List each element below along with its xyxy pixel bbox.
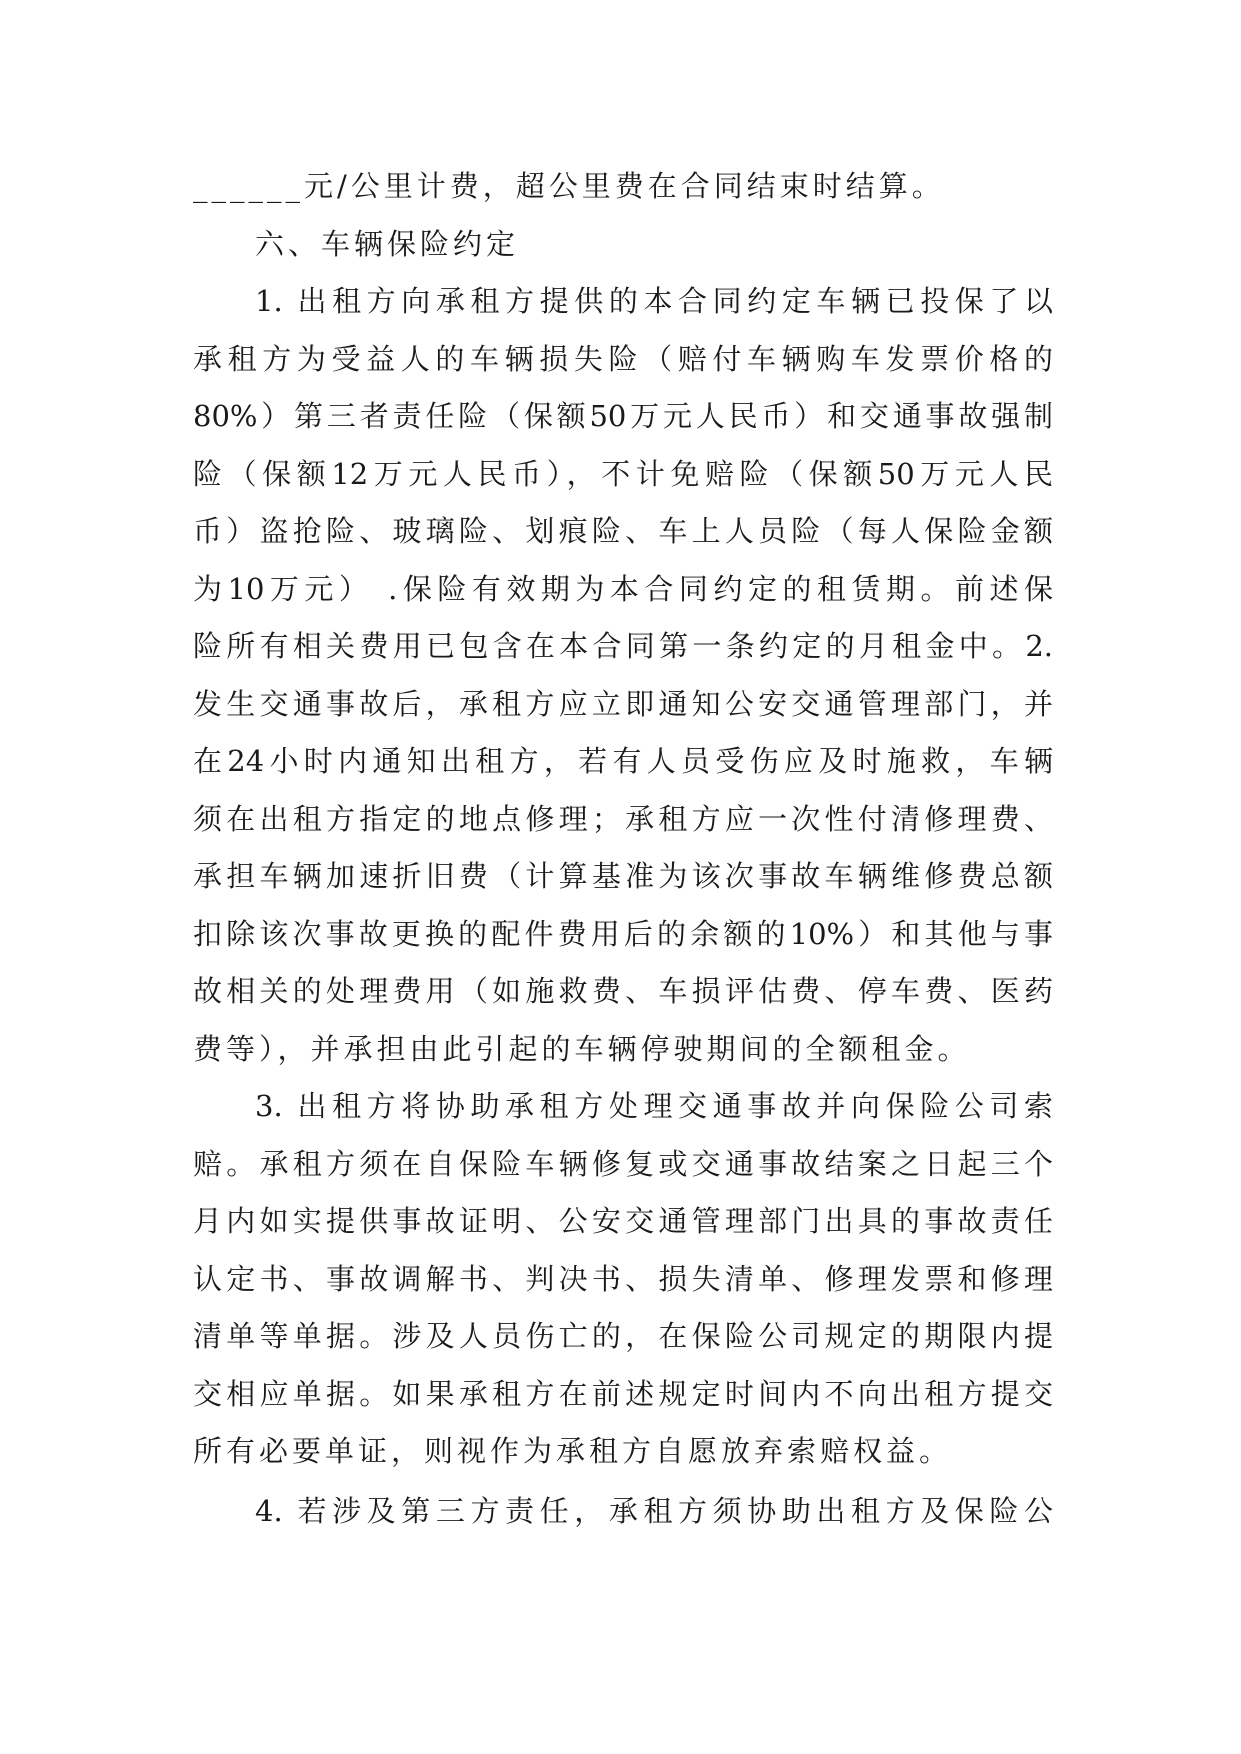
text-line-10: 发生交通事故后，承租方应立即通知公安交通管理部门，并 [193, 687, 1053, 721]
text-line-22: 交相应单据。如果承租方在前述规定时间内不向出租方提交 [193, 1377, 1053, 1411]
text-line-6: 险（保额12万元人民币），不计免赔险（保额50万元人民 [193, 457, 1053, 491]
text-line-3: 1. 出租方向承租方提供的本合同约定车辆已投保了以 [255, 284, 1053, 318]
text-line-8: 为10万元） .保险有效期为本合同约定的租赁期。前述保 [193, 572, 1053, 606]
text-line-9: 险所有相关费用已包含在本合同第一条约定的月租金中。2. [193, 629, 1053, 663]
text-line-12: 须在出租方指定的地点修理；承租方应一次性付清修理费、 [193, 802, 1053, 836]
text-line-24: 4. 若涉及第三方责任，承租方须协助出租方及保险公 [255, 1494, 1053, 1528]
text-line-17: 3. 出租方将协助承租方处理交通事故并向保险公司索 [255, 1089, 1053, 1123]
text-line-20: 认定书、事故调解书、判决书、损失清单、修理发票和修理 [193, 1262, 1053, 1296]
text-line-1: ______元/公里计费，超公里费在合同结束时结算。 [193, 169, 945, 203]
text-line-15: 故相关的处理费用（如施救费、车损评估费、停车费、医药 [193, 974, 1053, 1008]
text-line-5: 80%）第三者责任险（保额50万元人民币）和交通事故强制 [193, 399, 1053, 433]
text-line-4: 承租方为受益人的车辆损失险（赔付车辆购车发票价格的 [193, 342, 1053, 376]
text-line-7: 币）盗抢险、玻璃险、划痕险、车上人员险（每人保险金额 [193, 514, 1053, 548]
text-line-18: 赔。承租方须在自保险车辆修复或交通事故结案之日起三个 [193, 1147, 1053, 1181]
text-line-23: 所有必要单证，则视作为承租方自愿放弃索赔权益。 [193, 1434, 953, 1468]
section-heading: 六、车辆保险约定 [255, 227, 520, 261]
text-line-16: 费等），并承担由此引起的车辆停驶期间的全额租金。 [193, 1032, 971, 1066]
text-line-13: 承担车辆加速折旧费（计算基准为该次事故车辆维修费总额 [193, 859, 1053, 893]
text-line-21: 清单等单据。涉及人员伤亡的，在保险公司规定的期限内提 [193, 1319, 1053, 1353]
text-line-14: 扣除该次事故更换的配件费用后的余额的10%）和其他与事 [193, 917, 1053, 951]
text-line-11: 在24小时内通知出租方，若有人员受伤应及时施救，车辆 [193, 744, 1053, 778]
text-line-19: 月内如实提供事故证明、公安交通管理部门出具的事故责任 [193, 1204, 1053, 1238]
